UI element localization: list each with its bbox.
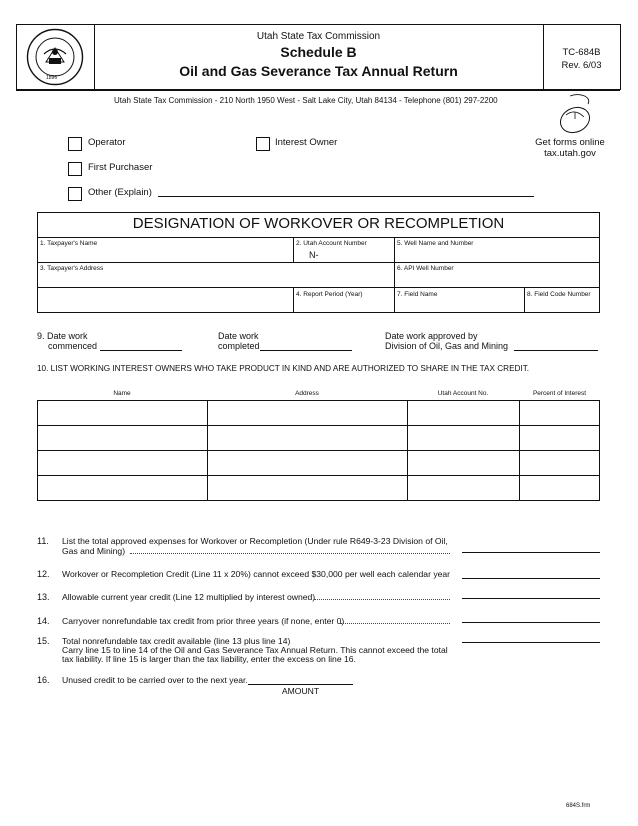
- amount-caption: AMOUNT: [281, 686, 320, 696]
- utah-account-label: 2. Utah Account Number: [296, 240, 367, 247]
- other-explain-field[interactable]: [158, 196, 534, 197]
- interest-owner-label: Interest Owner: [275, 137, 338, 148]
- owners-row-rule: [37, 450, 600, 451]
- date-approved-field[interactable]: [514, 350, 598, 351]
- designation-col-2b: [293, 287, 294, 312]
- line-15-number: 15.: [37, 636, 50, 646]
- form-revision: Rev. 6/03: [561, 60, 602, 71]
- line-12-text: Workover or Recompletion Credit (Line 11 x 20%) cannot exceed $30,000 per well each calendar year: [62, 569, 451, 579]
- owners-row-rule: [37, 425, 600, 426]
- form-title: Oil and Gas Severance Tax Annual Return: [179, 63, 458, 79]
- header-right-rule: [620, 24, 621, 90]
- forms-online-label: Get forms online: [535, 137, 605, 148]
- operator-label: Operator: [88, 137, 126, 148]
- owners-row-rule: [37, 475, 600, 476]
- form-file-code: 684S.frm: [566, 803, 591, 809]
- utah-account-value[interactable]: N-: [309, 250, 319, 260]
- schedule-title: Schedule B: [280, 44, 357, 60]
- taxpayer-name-label: 1. Taxpayer's Name: [40, 240, 98, 247]
- state-seal: [26, 28, 84, 86]
- designation-row-rule-2: [37, 287, 600, 288]
- designation-title-rule: [37, 237, 600, 238]
- line-14-amount[interactable]: [462, 622, 600, 623]
- owners-col-rule: [207, 400, 208, 501]
- line-11-text-a: List the total approved expenses for Workover or Recompletion (Under rule R649-3-23 Division of Oil,: [62, 536, 448, 546]
- header-left-rule: [16, 24, 17, 90]
- first-purchaser-label: First Purchaser: [88, 162, 153, 173]
- line-11-number: 11.: [37, 536, 49, 546]
- line-11-text-b: Gas and Mining): [62, 546, 126, 556]
- line-14-number: 14.: [37, 616, 50, 626]
- date-approved-label-1: Date work approved by: [385, 331, 478, 341]
- field-code-label: 8. Field Code Number: [527, 291, 591, 298]
- line-11-leader: [130, 553, 450, 554]
- line-15-text-a: Total nonrefundable tax credit available (line 13 plus line 14): [62, 636, 291, 646]
- taxpayer-address-label: 3. Taxpayer's Address: [40, 265, 104, 272]
- line-13-amount[interactable]: [462, 598, 600, 599]
- date-commenced-label-2: commenced: [48, 341, 98, 351]
- date-commenced-label-1: 9. Date work: [37, 331, 88, 341]
- line-11-amount[interactable]: [462, 552, 600, 553]
- agency-address: Utah State Tax Commission - 210 North 1950 West - Salt Lake City, Utah 84134 - Telephone (801) 297-2200: [114, 96, 498, 105]
- designation-col-3: [394, 237, 395, 312]
- line-12-amount[interactable]: [462, 578, 600, 579]
- first-purchaser-checkbox[interactable]: [68, 162, 82, 176]
- other-label: Other (Explain): [88, 187, 152, 198]
- designation-row-rule-1: [37, 262, 600, 263]
- line-15-amount[interactable]: [462, 642, 600, 643]
- owners-col-rule: [519, 400, 520, 501]
- col-percent-header: Percent of Interest: [532, 390, 587, 397]
- owners-heading: 10. LIST WORKING INTEREST OWNERS WHO TAKE PRODUCT IN KIND AND ARE AUTHORIZED TO SHARE IN THE TAX CREDIT.: [37, 364, 530, 373]
- line-16-amount[interactable]: [248, 684, 353, 685]
- date-commenced-field[interactable]: [100, 350, 182, 351]
- line-14-text: Carryover nonrefundable tax credit from prior three years (if none, enter 0): [62, 616, 345, 626]
- col-account-header: Utah Account No.: [437, 390, 489, 397]
- date-completed-label-1: Date work: [218, 331, 259, 341]
- forms-online-url[interactable]: tax.utah.gov: [544, 148, 596, 159]
- line-12-number: 12.: [37, 569, 50, 579]
- line-15-text-b: Carry line 15 to line 14 of the Oil and Gas Severance Tax Annual Return. This cannot exceed the total: [62, 645, 448, 655]
- line-13-leader: [314, 599, 450, 600]
- date-approved-label-2: Division of Oil, Gas and Mining: [385, 341, 509, 351]
- line-14-leader: [340, 623, 450, 624]
- designation-title: DESIGNATION OF WORKOVER OR RECOMPLETION: [132, 215, 505, 232]
- other-checkbox[interactable]: [68, 187, 82, 201]
- interest-owner-checkbox[interactable]: [256, 137, 270, 151]
- seal-caption: 1896: [46, 75, 58, 81]
- line-16-text: Unused credit to be carried over to the next year.: [62, 675, 248, 685]
- api-well-label: 6. API Well Number: [397, 265, 454, 272]
- date-completed-field[interactable]: [260, 350, 352, 351]
- header-top-rule: [16, 24, 620, 25]
- form-number: TC-684B: [562, 47, 601, 58]
- line-13-text: Allowable current year credit (Line 12 multiplied by interest owned): [62, 592, 316, 602]
- well-name-label: 5. Well Name and Number: [397, 240, 474, 247]
- date-completed-label-2: completed: [218, 341, 260, 351]
- operator-checkbox[interactable]: [68, 137, 82, 151]
- mouse-icon: [548, 93, 598, 135]
- designation-col-2: [293, 237, 294, 262]
- designation-col-4: [524, 287, 525, 312]
- owners-col-rule: [407, 400, 408, 501]
- header-bottom-rule: [16, 89, 620, 91]
- report-period-label: 4. Report Period (Year): [296, 291, 363, 298]
- agency-name: Utah State Tax Commission: [256, 31, 381, 42]
- line-13-number: 13.: [37, 592, 50, 602]
- field-name-label: 7. Field Name: [397, 291, 438, 298]
- line-16-number: 16.: [37, 675, 50, 685]
- col-address-header: Address: [295, 390, 319, 397]
- line-15-text-c: tax liability. If line 15 is larger than the tax liability, enter the excess on line 16.: [62, 654, 356, 664]
- col-name-header: Name: [113, 390, 131, 397]
